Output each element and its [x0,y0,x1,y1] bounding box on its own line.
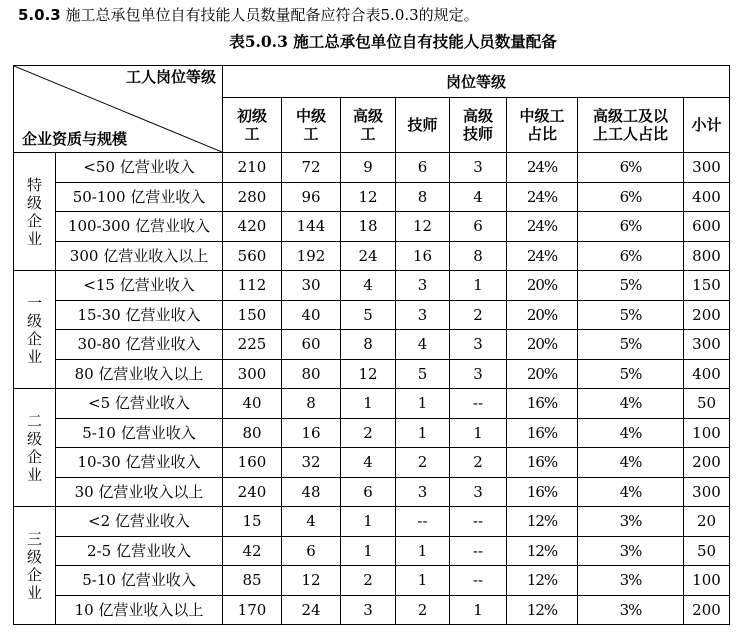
corner-top-label: 工人岗位等级 [125,68,216,86]
value-cell: 3 [396,477,450,507]
value-cell: 6 [341,477,396,507]
value-cell: 4 [282,507,341,537]
value-cell: 3 [450,477,507,507]
col-header-intermediate: 中级 工 [282,98,341,153]
value-cell: 12% [507,566,578,596]
value-cell: 160 [223,448,282,478]
col-header-subtotal: 小计 [684,98,730,153]
value-cell: 6 [282,536,341,566]
table-row [14,477,730,507]
value-cell: 20 [684,507,730,537]
value-cell: 300 [223,359,282,389]
staffing-table [13,65,730,625]
value-cell: 400 [684,359,730,389]
group-label-first-grade: 一 级 企 业 [14,271,56,389]
value-cell: 24 [341,241,396,271]
value-cell: 1 [450,595,507,625]
table-row [14,389,730,419]
value-cell: 6% [578,212,684,242]
value-cell: 5% [578,300,684,330]
value-cell: 20% [507,271,578,301]
value-cell: 1 [450,271,507,301]
table-row [14,595,730,625]
value-cell: 42 [223,536,282,566]
value-cell: 3 [396,300,450,330]
value-cell: 24 [282,595,341,625]
col-header-intermediate-ratio: 中级工 占比 [507,98,578,153]
col-header-technician: 技师 [396,98,450,153]
value-cell: 40 [223,389,282,419]
value-cell: 3% [578,536,684,566]
value-cell: 9 [341,153,396,183]
value-cell: 1 [396,389,450,419]
value-cell: 200 [684,448,730,478]
value-cell: 170 [223,595,282,625]
value-cell: 12% [507,536,578,566]
value-cell: 8 [450,241,507,271]
col-header-senior-technician: 高级 技师 [450,98,507,153]
table-row [14,300,730,330]
value-cell: 4% [578,418,684,448]
value-cell: 6% [578,182,684,212]
value-cell: 4% [578,389,684,419]
value-cell: 800 [684,241,730,271]
value-cell: 5% [578,330,684,360]
value-cell: 100 [684,566,730,596]
value-cell: 16% [507,477,578,507]
value-cell: 210 [223,153,282,183]
value-cell: 1 [341,507,396,537]
col-header-junior: 初级 工 [223,98,282,153]
value-cell: 300 [684,477,730,507]
value-cell: 2 [341,566,396,596]
value-cell: 80 [223,418,282,448]
value-cell: 4% [578,448,684,478]
value-cell: 32 [282,448,341,478]
value-cell: 420 [223,212,282,242]
scale-cell: 5-10 亿营业收入 [56,418,223,448]
scale-cell: 10 亿营业收入以上 [56,595,223,625]
scale-cell: <15 亿营业收入 [56,271,223,301]
value-cell: 225 [223,330,282,360]
scale-cell: 100-300 亿营业收入 [56,212,223,242]
value-cell: 8 [396,182,450,212]
value-cell: 24% [507,241,578,271]
value-cell: 4% [578,477,684,507]
value-cell: 30 [282,271,341,301]
scale-cell: 300 亿营业收入以上 [56,241,223,271]
value-cell: 48 [282,477,341,507]
value-cell: 16% [507,418,578,448]
corner-bottom-label: 企业资质与规模 [22,130,128,148]
value-cell: 6% [578,241,684,271]
value-cell: 20% [507,300,578,330]
value-cell: 2 [396,595,450,625]
value-cell: 3 [450,359,507,389]
table-row [14,448,730,478]
value-cell: 12 [341,182,396,212]
value-cell: 200 [684,595,730,625]
value-cell: 96 [282,182,341,212]
group-label-special-grade: 特 级 企 业 [14,153,56,271]
value-cell: 3 [341,595,396,625]
value-cell: 50 [684,389,730,419]
value-cell: 18 [341,212,396,242]
value-cell: -- [450,536,507,566]
col-header-senior-above-ratio: 高级工及以 上工人占比 [578,98,684,153]
value-cell: 1 [396,418,450,448]
table-row [14,418,730,448]
value-cell: 5% [578,359,684,389]
value-cell: 24% [507,182,578,212]
value-cell: 280 [223,182,282,212]
value-cell: 12 [396,212,450,242]
table-row [14,359,730,389]
table-row [14,241,730,271]
value-cell: 8 [341,330,396,360]
value-cell: 2 [341,418,396,448]
value-cell: 6 [396,153,450,183]
value-cell: 4 [341,448,396,478]
table-row [14,271,730,301]
value-cell: 4 [396,330,450,360]
value-cell: 1 [341,389,396,419]
value-cell: 72 [282,153,341,183]
scale-cell: <2 亿营业收入 [56,507,223,537]
value-cell: 16 [282,418,341,448]
table-row [14,566,730,596]
value-cell: 400 [684,182,730,212]
value-cell: 150 [684,271,730,301]
value-cell: -- [450,389,507,419]
table-row [14,182,730,212]
scale-cell: 80 亿营业收入以上 [56,359,223,389]
table-row [14,507,730,537]
value-cell: 15 [223,507,282,537]
value-cell: 16% [507,389,578,419]
value-cell: 12 [341,359,396,389]
value-cell: 8 [282,389,341,419]
value-cell: 80 [282,359,341,389]
value-cell: 1 [341,536,396,566]
value-cell: 16 [396,241,450,271]
value-cell: -- [450,507,507,537]
value-cell: 300 [684,153,730,183]
intro-paragraph [18,4,479,25]
value-cell: 3 [450,330,507,360]
scale-cell: 5-10 亿营业收入 [56,566,223,596]
value-cell: 300 [684,330,730,360]
value-cell: 60 [282,330,341,360]
scale-cell: <5 亿营业收入 [56,389,223,419]
value-cell: 200 [684,300,730,330]
value-cell: 20% [507,359,578,389]
value-cell: 16% [507,448,578,478]
value-cell: 5 [396,359,450,389]
clause-text: 施工总承包单位自有技能人员数量配备应符合表5.0.3的规定。 [65,6,479,24]
value-cell: 5% [578,271,684,301]
value-cell: 24% [507,153,578,183]
value-cell: 1 [396,566,450,596]
value-cell: 50 [684,536,730,566]
table-caption: 表5.0.3 施工总承包单位自有技能人员数量配备 [229,32,557,51]
value-cell: 600 [684,212,730,242]
value-cell: 240 [223,477,282,507]
value-cell: 150 [223,300,282,330]
value-cell: 1 [396,536,450,566]
scale-cell: 50-100 亿营业收入 [56,182,223,212]
scale-cell: 10-30 亿营业收入 [56,448,223,478]
table-row [14,330,730,360]
corner-header-cell [14,66,223,153]
value-cell: 144 [282,212,341,242]
value-cell: 1 [450,418,507,448]
value-cell: 12% [507,595,578,625]
value-cell: 3% [578,507,684,537]
value-cell: 3 [450,153,507,183]
table-body [14,153,730,625]
value-cell: 100 [684,418,730,448]
value-cell: 24% [507,212,578,242]
scale-cell: 15-30 亿营业收入 [56,300,223,330]
value-cell: 20% [507,330,578,360]
group-header: 岗位等级 [223,66,730,98]
scale-cell: 30 亿营业收入以上 [56,477,223,507]
value-cell: 5 [341,300,396,330]
value-cell: 4 [341,271,396,301]
value-cell: 192 [282,241,341,271]
value-cell: 112 [223,271,282,301]
value-cell: 2 [450,300,507,330]
clause-number: 5.0.3 [18,6,61,24]
value-cell: 3 [396,271,450,301]
value-cell: -- [450,566,507,596]
scale-cell: 30-80 亿营业收入 [56,330,223,360]
value-cell: 40 [282,300,341,330]
value-cell: 85 [223,566,282,596]
group-label-second-grade: 二 级 企 业 [14,389,56,507]
scale-cell: 2-5 亿营业收入 [56,536,223,566]
scale-cell: <50 亿营业收入 [56,153,223,183]
table-row [14,536,730,566]
value-cell: 6% [578,153,684,183]
group-label-third-grade: 三 级 企 业 [14,507,56,625]
value-cell: 560 [223,241,282,271]
table-row [14,212,730,242]
value-cell: 12% [507,507,578,537]
value-cell: 3% [578,566,684,596]
value-cell: 6 [450,212,507,242]
value-cell: 2 [396,448,450,478]
value-cell: 4 [450,182,507,212]
value-cell: -- [396,507,450,537]
col-header-senior: 高级 工 [341,98,396,153]
value-cell: 2 [450,448,507,478]
table-row [14,153,730,183]
value-cell: 3% [578,595,684,625]
value-cell: 12 [282,566,341,596]
